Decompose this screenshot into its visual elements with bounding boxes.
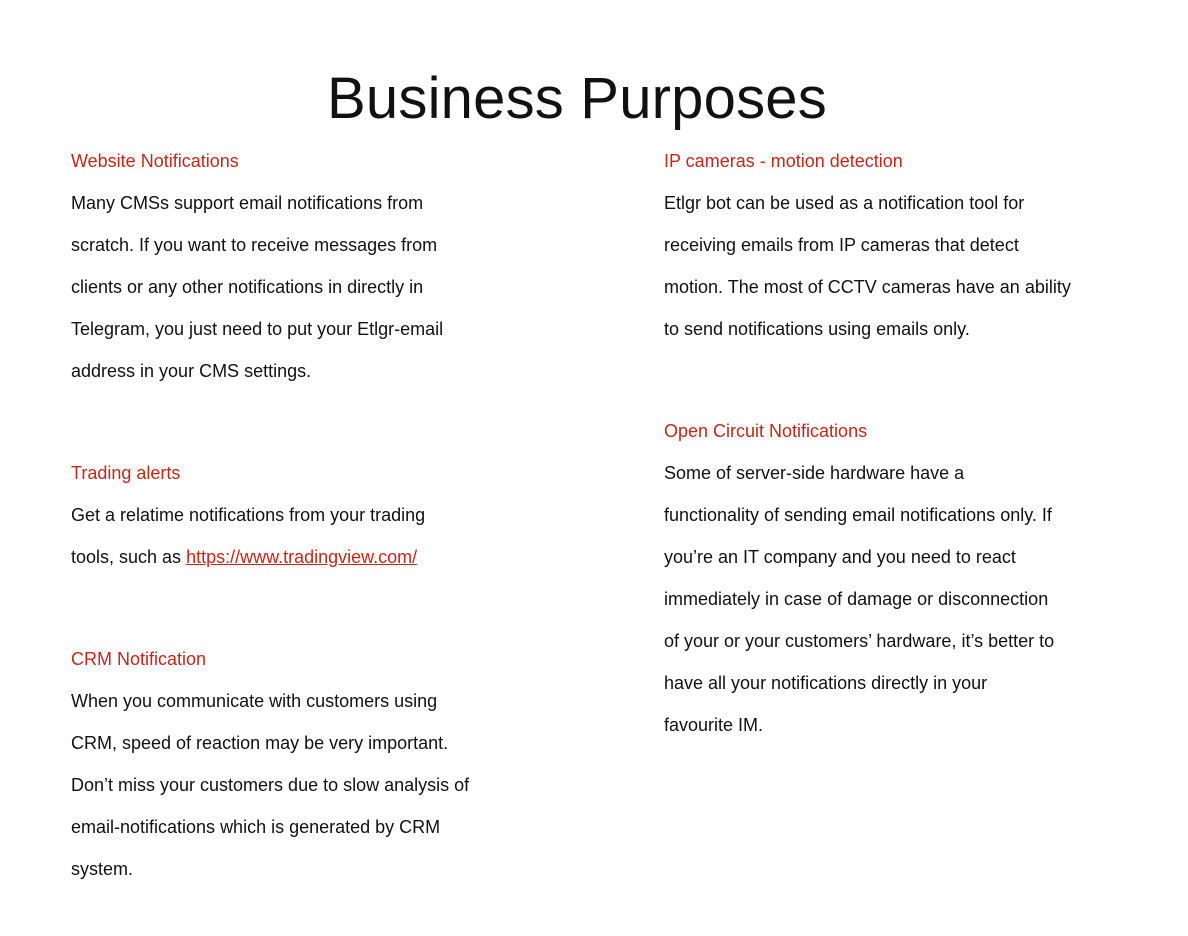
- text-line: immediately in case of damage or disconnection: [664, 589, 1049, 609]
- text-line: Get a relatime notifications from your trading: [71, 505, 426, 525]
- text-line: Telegram, you just need to put your Etlgr-email: [71, 319, 444, 339]
- text-line: Etlgr bot can be used as a notification tool for: [664, 193, 1025, 213]
- left-column: [71, 140, 501, 890]
- text-fragment: tools, such as: [71, 547, 187, 567]
- section-heading: Trading alerts: [71, 463, 181, 483]
- section-body: [664, 452, 1094, 746]
- text-line: scratch. If you want to receive messages from: [71, 235, 438, 255]
- text-line: you’re an IT company and you need to react: [664, 547, 1016, 567]
- text-line: clients or any other notifications in directly in: [71, 277, 424, 297]
- text-line: of your or your customers’ hardware, it’s better to: [664, 631, 1055, 651]
- section-body: [664, 182, 1094, 350]
- section-website-notifications: [71, 140, 501, 392]
- tradingview-link[interactable]: https://www.tradingview.com/: [186, 547, 418, 567]
- text-line: Some of server-side hardware have a: [664, 463, 965, 483]
- section-trading-alerts: [71, 452, 501, 578]
- text-line: email-notifications which is generated by CRM: [71, 817, 441, 837]
- spacer: [664, 350, 1094, 410]
- text-line: receiving emails from IP cameras that detect: [664, 235, 1019, 255]
- text-line: CRM, speed of reaction may be very important.: [71, 733, 449, 753]
- text-line: motion. The most of CCTV cameras have an ability: [664, 277, 1071, 297]
- section-ip-cameras: [664, 140, 1094, 350]
- text-line: favourite IM.: [664, 715, 764, 735]
- text-line: Many CMSs support email notifications from: [71, 193, 424, 213]
- section-open-circuit: [664, 410, 1094, 746]
- section-body: [71, 680, 501, 890]
- section-heading: IP cameras - motion detection: [664, 151, 903, 171]
- section-body: [71, 182, 501, 392]
- section-heading: CRM Notification: [71, 649, 207, 669]
- section-body: [71, 494, 501, 578]
- section-crm-notification: [71, 638, 501, 890]
- section-heading: Website Notifications: [71, 151, 239, 171]
- text-line: have all your notifications directly in your: [664, 673, 988, 693]
- page-title: Business Purposes: [327, 65, 827, 131]
- right-column: [664, 140, 1094, 746]
- text-line: address in your CMS settings.: [71, 361, 312, 381]
- text-line: to send notifications using emails only.: [664, 319, 970, 339]
- text-line: When you communicate with customers using: [71, 691, 438, 711]
- text-line: functionality of sending email notifications only. If: [664, 505, 1052, 525]
- spacer: [71, 578, 501, 638]
- text-line: system.: [71, 859, 134, 879]
- spacer: [71, 392, 501, 452]
- text-line: Don’t miss your customers due to slow analysis of: [71, 775, 470, 795]
- section-heading: Open Circuit Notifications: [664, 421, 868, 441]
- text-line: [71, 536, 501, 578]
